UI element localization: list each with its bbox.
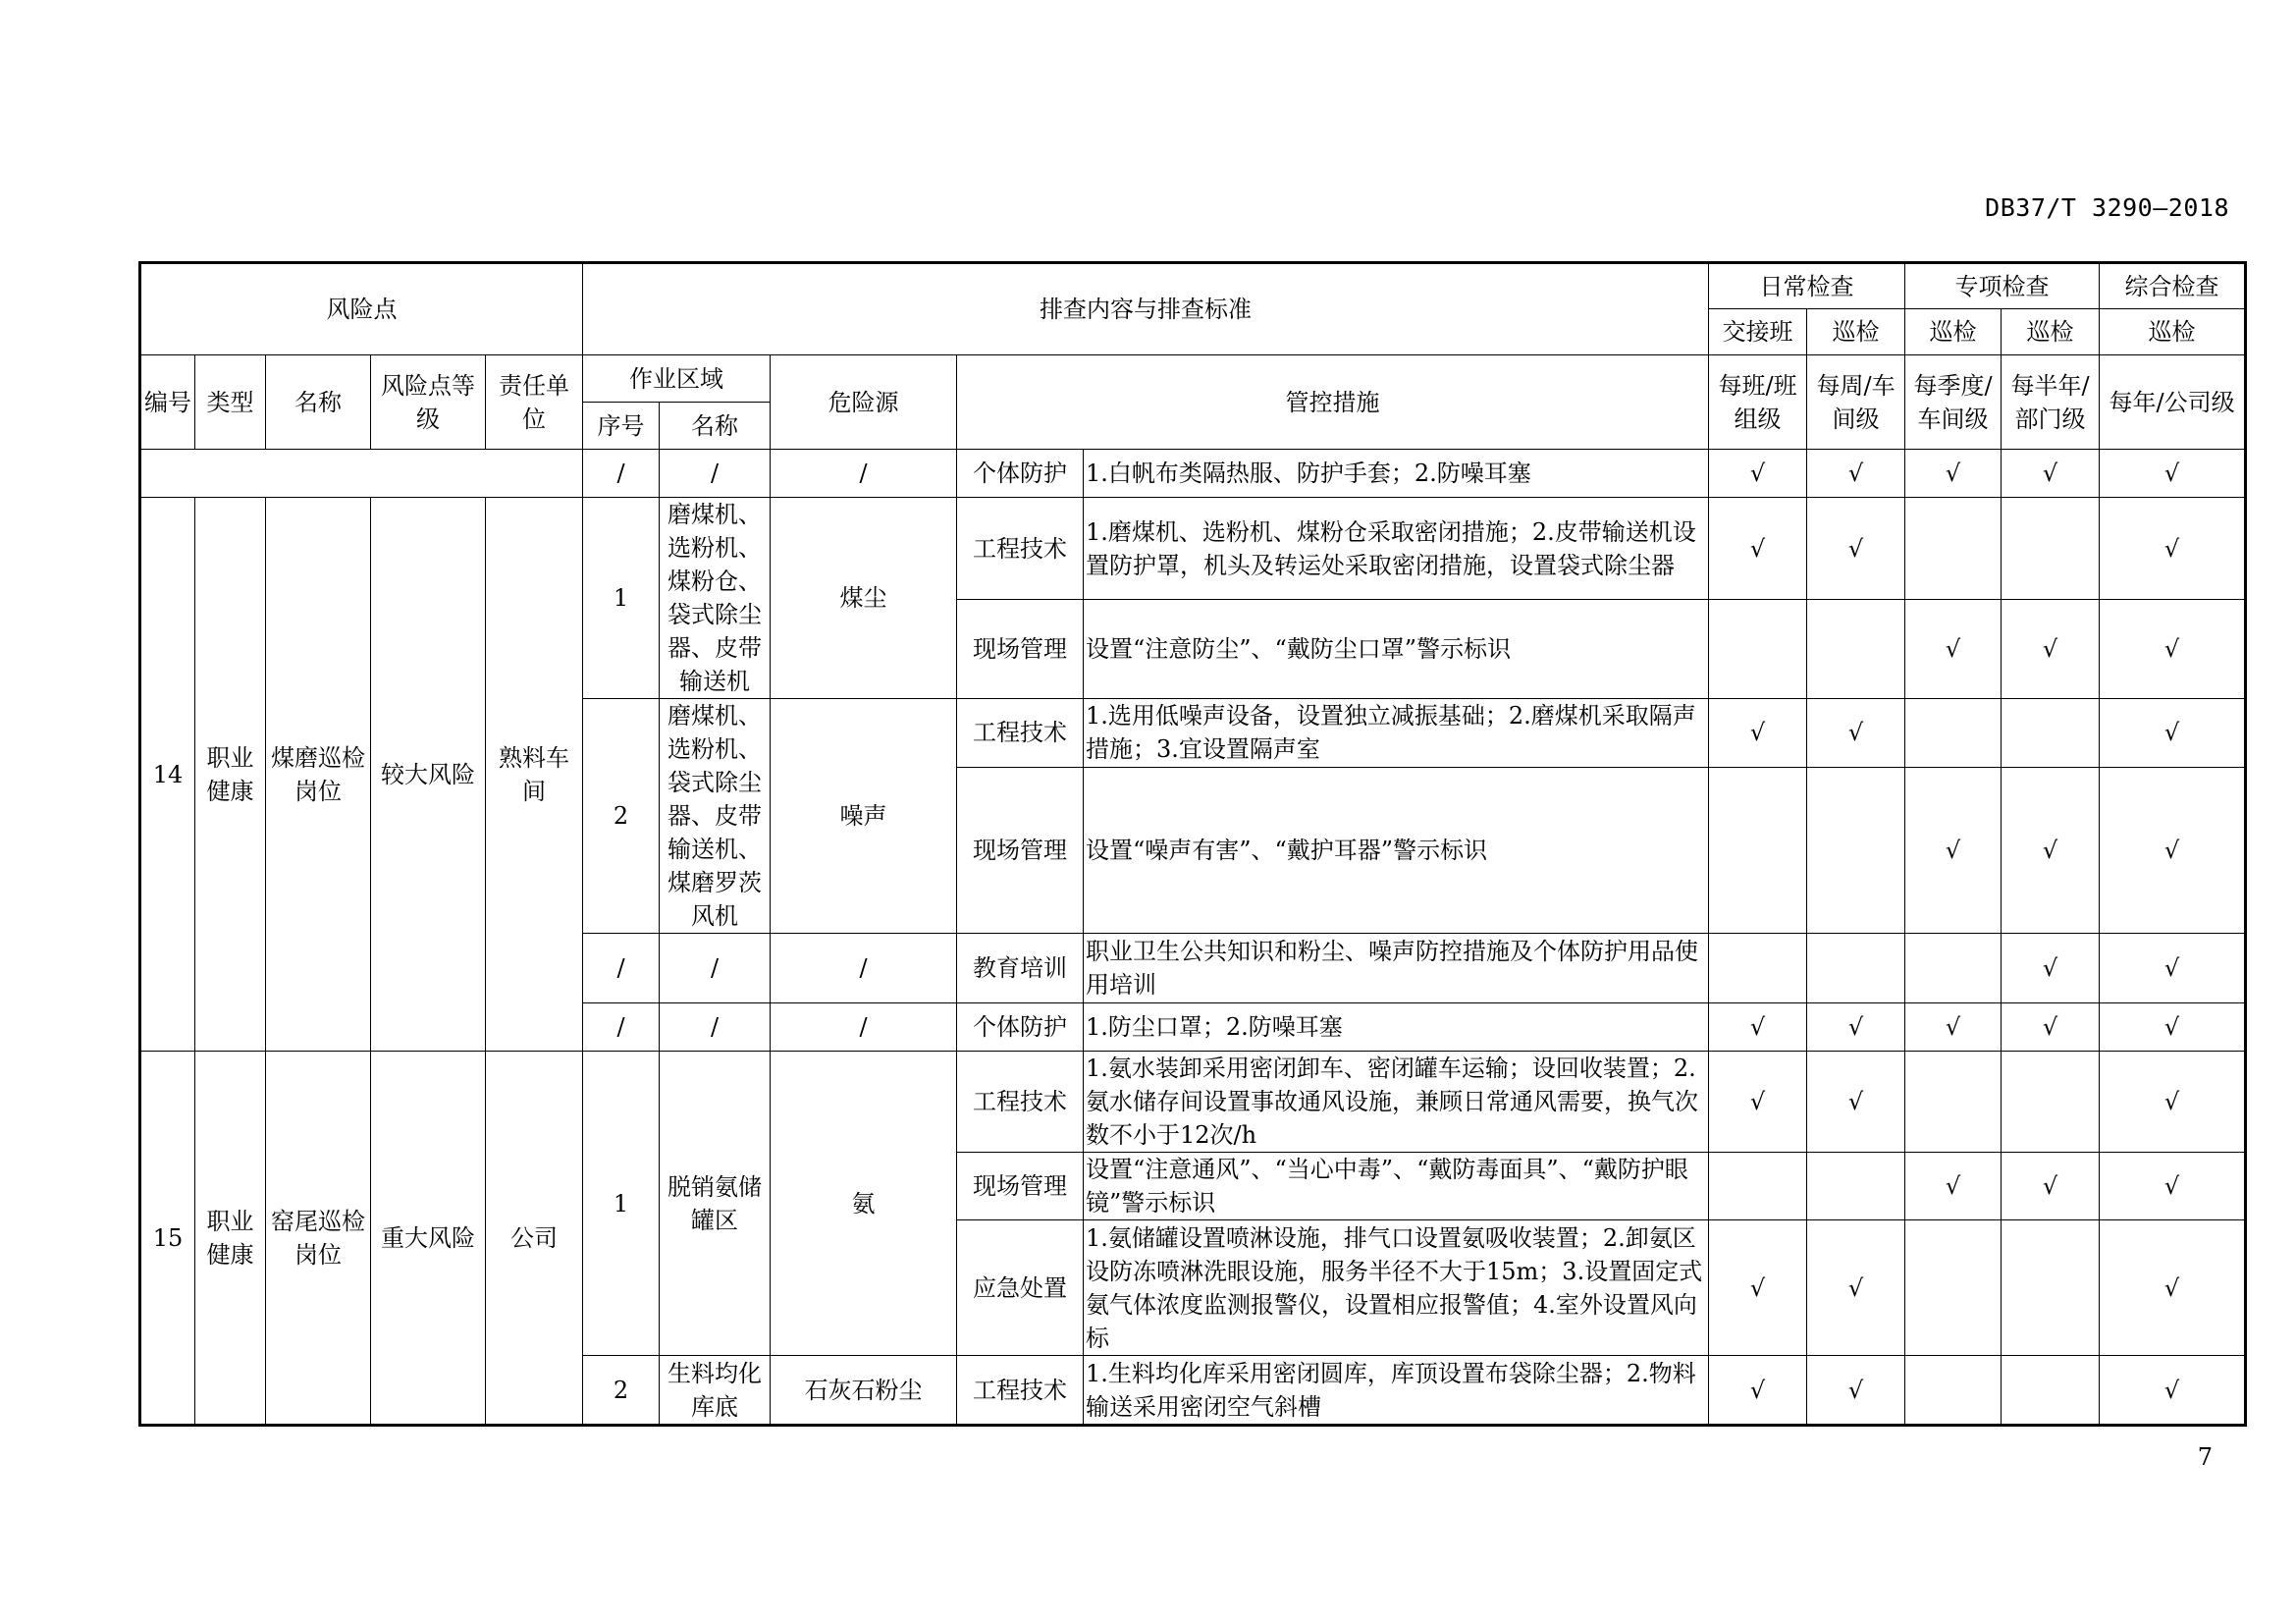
risk-unit: 公司	[486, 1052, 583, 1426]
head-comprehensive: 综合检查	[2100, 263, 2246, 309]
empty-cell	[2002, 699, 2100, 768]
empty-cell	[1709, 767, 1807, 933]
slash-cell: /	[660, 1003, 771, 1052]
check-mark: √	[2100, 498, 2246, 600]
head-freq-1: 每班/班组级	[1709, 355, 1807, 450]
empty-cell	[1709, 1153, 1807, 1220]
area-name: 磨煤机、选粉机、煤粉仓、袋式除尘器、皮带输送机	[660, 498, 771, 699]
empty-cell	[2002, 498, 2100, 600]
head-no: 编号	[140, 355, 195, 450]
check-mark: √	[1709, 1220, 1807, 1356]
empty-cell	[1905, 934, 2002, 1003]
measure-category: 现场管理	[957, 1153, 1084, 1220]
check-mark: √	[1807, 1052, 1905, 1153]
check-mark: √	[1709, 1052, 1807, 1153]
slash-cell: /	[583, 934, 660, 1003]
risk-unit: 熟料车间	[486, 498, 583, 1052]
empty-cell	[2002, 1220, 2100, 1356]
hazard: 煤尘	[771, 498, 957, 699]
measure-text: 1.防尘口罩；2.防噪耳塞	[1084, 1003, 1709, 1052]
check-mark: √	[2002, 600, 2100, 699]
empty-cell	[2002, 1356, 2100, 1426]
head-freq-4: 每半年/部门级	[2002, 355, 2100, 450]
head-patrol: 巡检	[2100, 309, 2246, 355]
head-type: 类型	[195, 355, 266, 450]
measure-category: 工程技术	[957, 1356, 1084, 1426]
check-mark: √	[2100, 1052, 2246, 1153]
empty-cell	[1807, 1153, 1905, 1220]
check-mark: √	[2002, 1003, 2100, 1052]
empty-cell	[1807, 934, 1905, 1003]
empty-cell	[1709, 600, 1807, 699]
check-mark: √	[1905, 1153, 2002, 1220]
measure-category: 应急处置	[957, 1220, 1084, 1356]
check-mark: √	[1709, 498, 1807, 600]
head-area: 作业区域	[583, 355, 771, 403]
measure-text: 1.磨煤机、选粉机、煤粉仓采取密闭措施；2.皮带输送机设置防护罩，机头及转运处采取密闭措施，设置袋式除尘器	[1084, 498, 1709, 600]
measure-text: 设置“注意通风”、“当心中毒”、“戴防毒面具”、“戴防护眼镜”警示标识	[1084, 1153, 1709, 1220]
head-shift: 交接班	[1709, 309, 1807, 355]
head-patrol: 巡检	[1905, 309, 2002, 355]
empty-cell	[1905, 1220, 2002, 1356]
area-seq: 1	[583, 498, 660, 699]
head-level: 风险点等级	[371, 355, 486, 450]
measure-text: 设置“噪声有害”、“戴护耳器”警示标识	[1084, 767, 1709, 933]
check-mark: √	[1905, 600, 2002, 699]
head-hazard: 危险源	[771, 355, 957, 450]
risk-no: 14	[140, 498, 195, 1052]
area-name: 磨煤机、选粉机、袋式除尘器、皮带输送机、煤磨罗茨风机	[660, 699, 771, 934]
measure-text: 1.氨储罐设置喷淋设施，排气口设置氨吸收装置；2.卸氨区设防冻喷淋洗眼设施，服务半径不大于15m；3.设置固定式氨气体浓度监测报警仪，设置相应报警值；4.室外设置风向标	[1084, 1220, 1709, 1356]
empty-cell	[1709, 934, 1807, 1003]
check-mark: √	[2100, 699, 2246, 768]
measure-category: 个体防护	[957, 1003, 1084, 1052]
check-mark: √	[1709, 1003, 1807, 1052]
risk-type: 职业健康	[195, 1052, 266, 1426]
risk-type: 职业健康	[195, 498, 266, 1052]
page-number: 7	[2197, 1443, 2213, 1471]
check-mark: √	[2100, 450, 2246, 498]
measure-category: 工程技术	[957, 1052, 1084, 1153]
head-patrol: 巡检	[2002, 309, 2100, 355]
risk-no: 15	[140, 1052, 195, 1426]
check-mark: √	[1709, 699, 1807, 768]
empty-cell	[1905, 699, 2002, 768]
head-freq-2: 每周/车间级	[1807, 355, 1905, 450]
check-mark: √	[2002, 934, 2100, 1003]
check-mark: √	[1709, 450, 1807, 498]
hazard: 氨	[771, 1052, 957, 1356]
area-seq: 1	[583, 1052, 660, 1356]
hazard: 噪声	[771, 699, 957, 934]
slash-cell: /	[771, 1003, 957, 1052]
measure-text: 1.白帆布类隔热服、防护手套；2.防噪耳塞	[1084, 450, 1709, 498]
check-mark: √	[1807, 1356, 1905, 1426]
empty-cell	[1807, 767, 1905, 933]
area-seq: 2	[583, 1356, 660, 1426]
slash-cell: /	[660, 934, 771, 1003]
measure-text: 1.氨水装卸采用密闭卸车、密闭罐车运输；设回收装置；2.氨水储存间设置事故通风设施，兼顾日常通风需要，换气次数不小于12次/h	[1084, 1052, 1709, 1153]
head-name: 名称	[266, 355, 371, 450]
check-mark: √	[1807, 498, 1905, 600]
check-mark: √	[1905, 450, 2002, 498]
empty-cell	[1905, 1356, 2002, 1426]
check-mark: √	[1807, 699, 1905, 768]
check-mark: √	[2100, 767, 2246, 933]
area-name: 生料均化库底	[660, 1356, 771, 1426]
check-mark: √	[1807, 1220, 1905, 1356]
check-mark: √	[1709, 1356, 1807, 1426]
head-freq-5: 每年/公司级	[2100, 355, 2246, 450]
check-mark: √	[1905, 767, 2002, 933]
check-mark: √	[2100, 1356, 2246, 1426]
measure-text: 职业卫生公共知识和粉尘、噪声防控措施及个体防护用品使用培训	[1084, 934, 1709, 1003]
check-mark: √	[1807, 1003, 1905, 1052]
head-unit: 责任单位	[486, 355, 583, 450]
standard-number: DB37/T 3290—2018	[1985, 193, 2229, 222]
empty-cell	[2002, 1052, 2100, 1153]
slash-cell: /	[771, 450, 957, 498]
check-mark: √	[2100, 600, 2246, 699]
measure-text: 设置“注意防尘”、“戴防尘口罩”警示标识	[1084, 600, 1709, 699]
measure-category: 现场管理	[957, 600, 1084, 699]
check-mark: √	[1807, 450, 1905, 498]
risk-name: 窑尾巡检岗位	[266, 1052, 371, 1426]
risk-level: 较大风险	[371, 498, 486, 1052]
check-mark: √	[2100, 1003, 2246, 1052]
head-special: 专项检查	[1905, 263, 2100, 309]
measure-category: 工程技术	[957, 699, 1084, 768]
check-mark: √	[2002, 767, 2100, 933]
risk-level: 重大风险	[371, 1052, 486, 1426]
head-risk-point: 风险点	[140, 263, 583, 355]
measure-category: 现场管理	[957, 767, 1084, 933]
check-mark: √	[1905, 1003, 2002, 1052]
area-name: 脱销氨储罐区	[660, 1052, 771, 1356]
head-area-name: 名称	[660, 403, 771, 450]
check-mark: √	[2100, 1220, 2246, 1356]
empty-cell	[1905, 1052, 2002, 1153]
slash-cell: /	[583, 450, 660, 498]
measure-text: 1.生料均化库采用密闭圆库，库顶设置布袋除尘器；2.物料输送采用密闭空气斜槽	[1084, 1356, 1709, 1426]
empty-cell	[1807, 600, 1905, 699]
measure-text: 1.选用低噪声设备，设置独立减振基础；2.磨煤机采取隔声措施；3.宜设置隔声室	[1084, 699, 1709, 768]
check-mark: √	[2100, 1153, 2246, 1220]
check-mark: √	[2100, 934, 2246, 1003]
measure-category: 工程技术	[957, 498, 1084, 600]
head-daily: 日常检查	[1709, 263, 1905, 309]
hazard: 石灰石粉尘	[771, 1356, 957, 1426]
check-mark: √	[2002, 1153, 2100, 1220]
empty-cell	[1905, 498, 2002, 600]
measure-category: 个体防护	[957, 450, 1084, 498]
head-freq-3: 每季度/车间级	[1905, 355, 2002, 450]
risk-check-table	[138, 261, 2247, 1427]
slash-cell: /	[583, 1003, 660, 1052]
check-mark: √	[2002, 450, 2100, 498]
area-seq: 2	[583, 699, 660, 934]
slash-cell: /	[660, 450, 771, 498]
cont-blank	[140, 450, 583, 498]
risk-name: 煤磨巡检岗位	[266, 498, 371, 1052]
head-patrol: 巡检	[1807, 309, 1905, 355]
head-seq: 序号	[583, 403, 660, 450]
head-content: 排查内容与排查标准	[583, 263, 1709, 355]
measure-category: 教育培训	[957, 934, 1084, 1003]
slash-cell: /	[771, 934, 957, 1003]
head-measures: 管控措施	[957, 355, 1709, 450]
